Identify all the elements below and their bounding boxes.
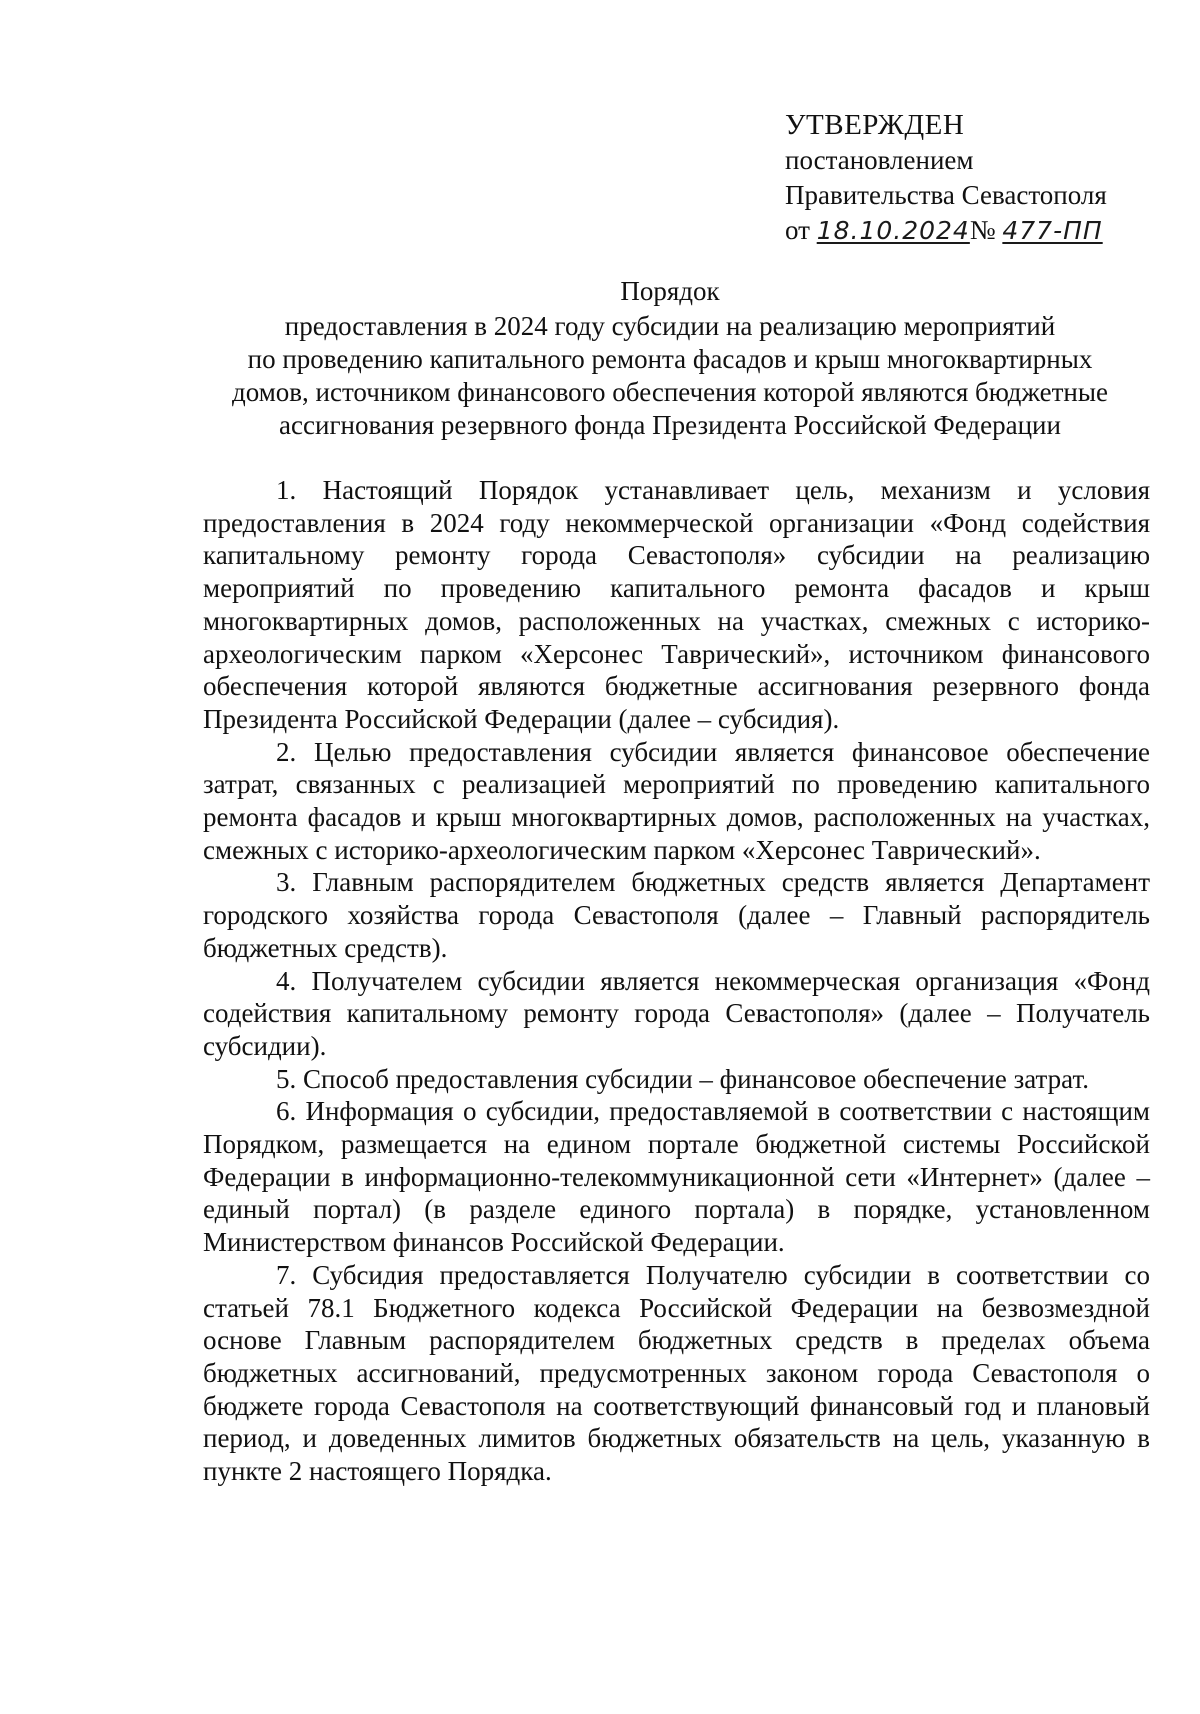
document-title: Порядок [620,276,720,306]
paragraph-7: 7. Субсидия предоставляется Получателю субсидии в соответствии со статьей 78.1 Бюджетного кодекса Российской Федерации на безвозмездной основе Главным распорядителем бюджетных средств в пределах объема бюджетных ассигнований, предусмотренных законом города Севастополя о бюджете города Севастополя на соответствующий финансовый год и плановый период, и доведенных лимитов бюджетных обязательств на цель, указанную в пункте 2 настоящего Порядка. [203,1259,1150,1487]
approval-block [785,108,1185,248]
paragraph-6: 6. Информация о субсидии, предоставляемой в соответствии с настоящим Порядком, размещается на едином портале бюджетной системы Российской Федерации в информационно-телекоммуникационной сети «Интернет» (далее – единый портал) (в разделе единого портала) в порядке, установленном Министерством финансов Российской Федерации. [203,1096,1150,1258]
date-prefix: от [785,215,810,245]
document-title-block [190,275,1150,442]
paragraph-1: 1. Настоящий Порядок устанавливает цель, механизм и условия предоставления в 2024 году некоммерческой организации «Фонд содействия капитальному ремонту города Севастополя» субсидии на реализацию мероприятий по проведению капитального ремонта фасадов и крыш многоквартирных домов, расположенных на участках, смежных с историко-археологическим парком «Херсонес Таврический», источником финансового обеспечения которой являются бюджетные ассигнования резервного фонда Президента Российской Федерации (далее – субсидия). [203,475,1150,734]
handwritten-date: 18.10.2024 [816,216,970,245]
approval-line-government: Правительства Севастополя [785,180,1107,210]
title-line-2: по проведению капитального ремонта фасадов и крыш многоквартирных [247,344,1093,374]
paragraph-3: 3. Главным распорядителем бюджетных средств является Департамент городского хозяйства города Севастополя (далее – Главный распорядитель бюджетных средств). [203,867,1150,963]
title-line-3: домов, источником финансового обеспечения которой являются бюджетные [232,377,1108,407]
number-sign: № [969,215,996,245]
title-line-1: предоставления в 2024 году субсидии на реализацию мероприятий [284,311,1056,341]
approval-heading: УТВЕРЖДЕН [785,109,965,141]
handwritten-number: 477-ПП [1002,216,1103,245]
approval-date-line [785,213,1185,248]
document-body [203,474,1150,1488]
paragraph-4: 4. Получателем субсидии является некоммерческая организация «Фонд содействия капитальному ремонту города Севастополя» (далее – Получатель субсидии). [203,965,1150,1061]
paragraph-5: 5. Способ предоставления субсидии – финансовое обеспечение затрат. [276,1063,1089,1094]
title-line-4: ассигнования резервного фонда Президента Российской Федерации [279,410,1061,440]
paragraph-2: 2. Целью предоставления субсидии является финансовое обеспечение затрат, связанных с реализацией мероприятий по проведению капитального ремонта фасадов и крыш многоквартирных домов, расположенных на участках, смежных с историко-археологическим парком «Херсонес Таврический». [203,736,1150,865]
approval-line-resolution: постановлением [785,145,974,175]
